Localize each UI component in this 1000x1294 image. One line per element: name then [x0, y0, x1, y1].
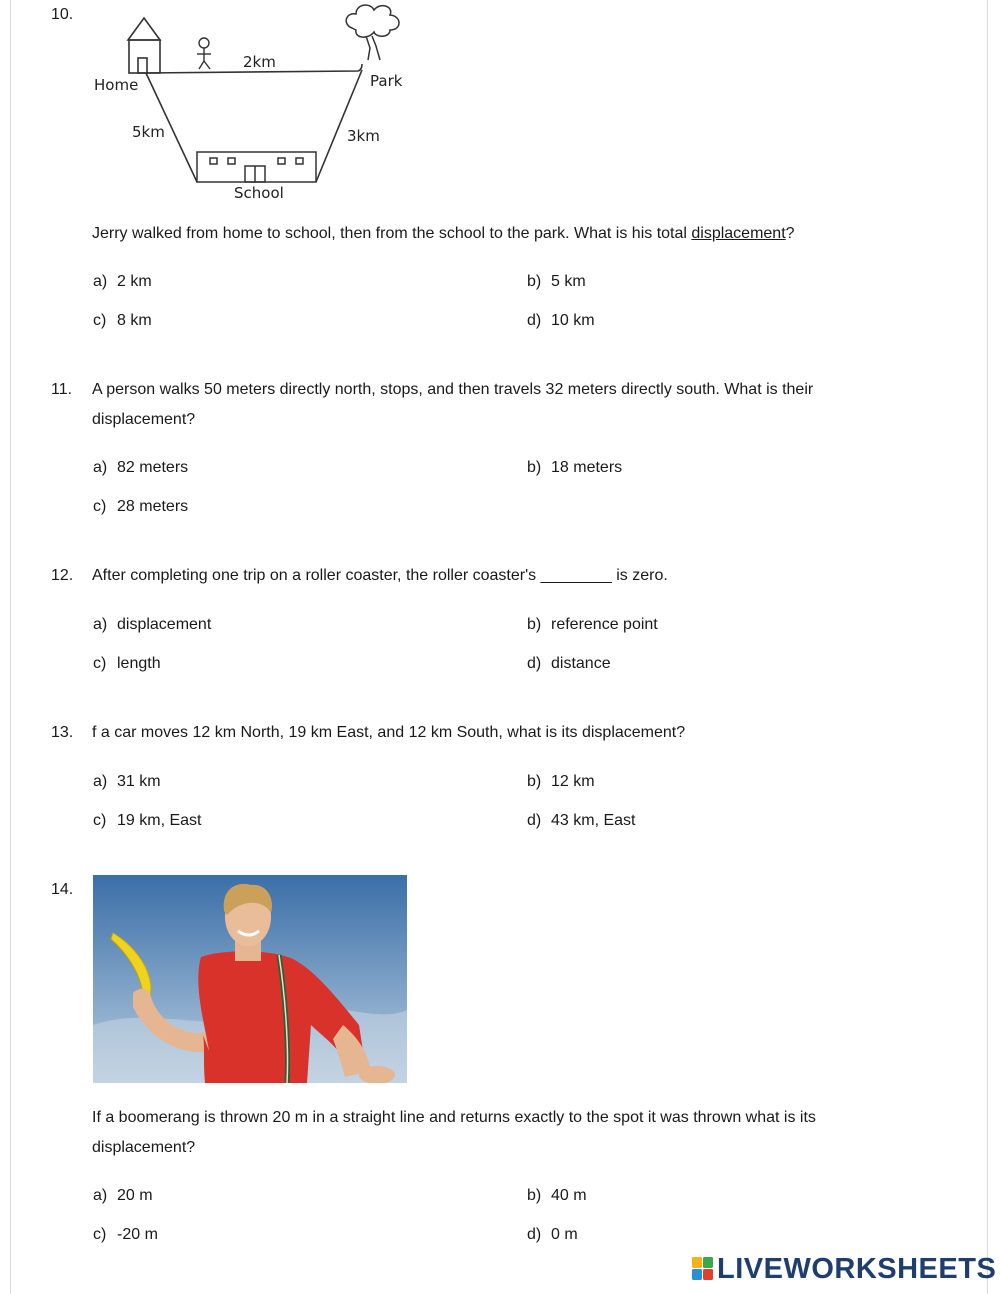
option-text: 12 km	[551, 773, 595, 790]
distance-home-school: 5km	[132, 123, 165, 141]
question-10-option-b[interactable]	[527, 273, 586, 291]
school-label: School	[234, 184, 284, 202]
question-10-text-part: Jerry walked from home to school, then from the school to the park. What is his total	[92, 225, 692, 242]
option-letter: c)	[93, 812, 107, 829]
question-12-number: 12.	[51, 567, 74, 584]
question-10-text	[92, 219, 882, 249]
question-13-option-d[interactable]	[527, 812, 635, 830]
distance-school-park: 3km	[347, 127, 380, 145]
question-11-text: A person walks 50 meters directly north, stops, and then travels 32 meters directly south. What is their displacement?	[92, 381, 814, 428]
question-10-underlined-word: displacement	[691, 225, 786, 242]
question-14-option-a[interactable]	[93, 1187, 153, 1205]
option-letter: b)	[527, 459, 542, 476]
option-letter: a)	[93, 273, 108, 290]
question-14-option-d[interactable]	[527, 1226, 578, 1244]
school-icon	[197, 152, 316, 182]
home-label: Home	[94, 76, 139, 94]
option-text: displacement	[117, 616, 212, 633]
question-12-option-c[interactable]	[93, 655, 161, 673]
option-letter: b)	[527, 616, 542, 633]
question-10-text-end: ?	[785, 225, 795, 242]
question-11-option-a[interactable]	[93, 459, 188, 477]
question-13-text: f a car moves 12 km North, 19 km East, and 12 km South, what is its displacement?	[92, 724, 686, 741]
option-letter: d)	[527, 655, 542, 672]
option-text: 0 m	[551, 1226, 578, 1243]
option-letter: b)	[527, 273, 542, 290]
question-11-option-c[interactable]	[93, 498, 188, 516]
question-12-text: After completing one trip on a roller coaster, the roller coaster's ________ is zero.	[92, 567, 668, 584]
home-school-park-diagram	[90, 0, 420, 205]
option-letter: c)	[93, 498, 107, 515]
distance-home-park: 2km	[243, 53, 276, 71]
question-12-option-a[interactable]	[93, 616, 211, 634]
option-text: 28 meters	[117, 498, 189, 515]
option-letter: d)	[527, 312, 542, 329]
option-text: 2 km	[117, 273, 152, 290]
option-letter: a)	[93, 459, 108, 476]
option-letter: b)	[527, 1187, 542, 1204]
option-text: 8 km	[117, 312, 152, 329]
question-10-option-c[interactable]	[93, 312, 152, 330]
option-letter: c)	[93, 655, 107, 672]
tree-icon	[346, 5, 399, 60]
person-icon	[197, 38, 211, 69]
question-11-option-b[interactable]	[527, 459, 622, 477]
question-14-text: If a boomerang is thrown 20 m in a straight line and returns exactly to the spot it was thrown what is its displacement?	[92, 1109, 816, 1156]
option-text: 10 km	[551, 312, 595, 329]
question-11-number: 11.	[51, 381, 73, 398]
question-14-number: 14.	[51, 881, 74, 898]
option-text: -20 m	[117, 1226, 158, 1243]
option-letter: a)	[93, 616, 108, 633]
house-icon	[128, 18, 160, 73]
route-lines	[146, 64, 362, 182]
question-10-option-d[interactable]	[527, 312, 595, 330]
park-label: Park	[370, 72, 403, 90]
option-letter: d)	[527, 812, 542, 829]
boomerang-photo	[93, 875, 407, 1083]
option-text: 31 km	[117, 773, 161, 790]
option-text: 82 meters	[117, 459, 189, 476]
option-text: 43 km, East	[551, 812, 636, 829]
option-text: 40 m	[551, 1187, 587, 1204]
option-text: length	[117, 655, 161, 672]
liveworksheets-logo[interactable]	[692, 1254, 996, 1284]
option-letter: a)	[93, 773, 108, 790]
option-text: distance	[551, 655, 611, 672]
liveworksheets-wordmark: LIVEWORKSHEETS	[717, 1253, 997, 1285]
question-13-option-c[interactable]	[93, 812, 201, 830]
option-text: 18 meters	[551, 459, 623, 476]
option-text: reference point	[551, 616, 658, 633]
question-13-option-a[interactable]	[93, 773, 161, 791]
option-letter: d)	[527, 1226, 542, 1243]
question-14-option-b[interactable]	[527, 1187, 587, 1205]
question-13-option-b[interactable]	[527, 773, 595, 791]
liveworksheets-badge-icon	[692, 1257, 714, 1281]
option-letter: b)	[527, 773, 542, 790]
question-10-option-a[interactable]	[93, 273, 152, 291]
question-12-option-d[interactable]	[527, 655, 611, 673]
question-13-number: 13.	[51, 724, 74, 741]
option-text: 5 km	[551, 273, 586, 290]
question-12-option-b[interactable]	[527, 616, 658, 634]
question-14-option-c[interactable]	[93, 1226, 158, 1244]
question-10-number: 10.	[51, 6, 74, 23]
option-letter: c)	[93, 1226, 107, 1243]
option-letter: c)	[93, 312, 107, 329]
option-text: 19 km, East	[117, 812, 202, 829]
option-text: 20 m	[117, 1187, 153, 1204]
option-letter: a)	[93, 1187, 108, 1204]
